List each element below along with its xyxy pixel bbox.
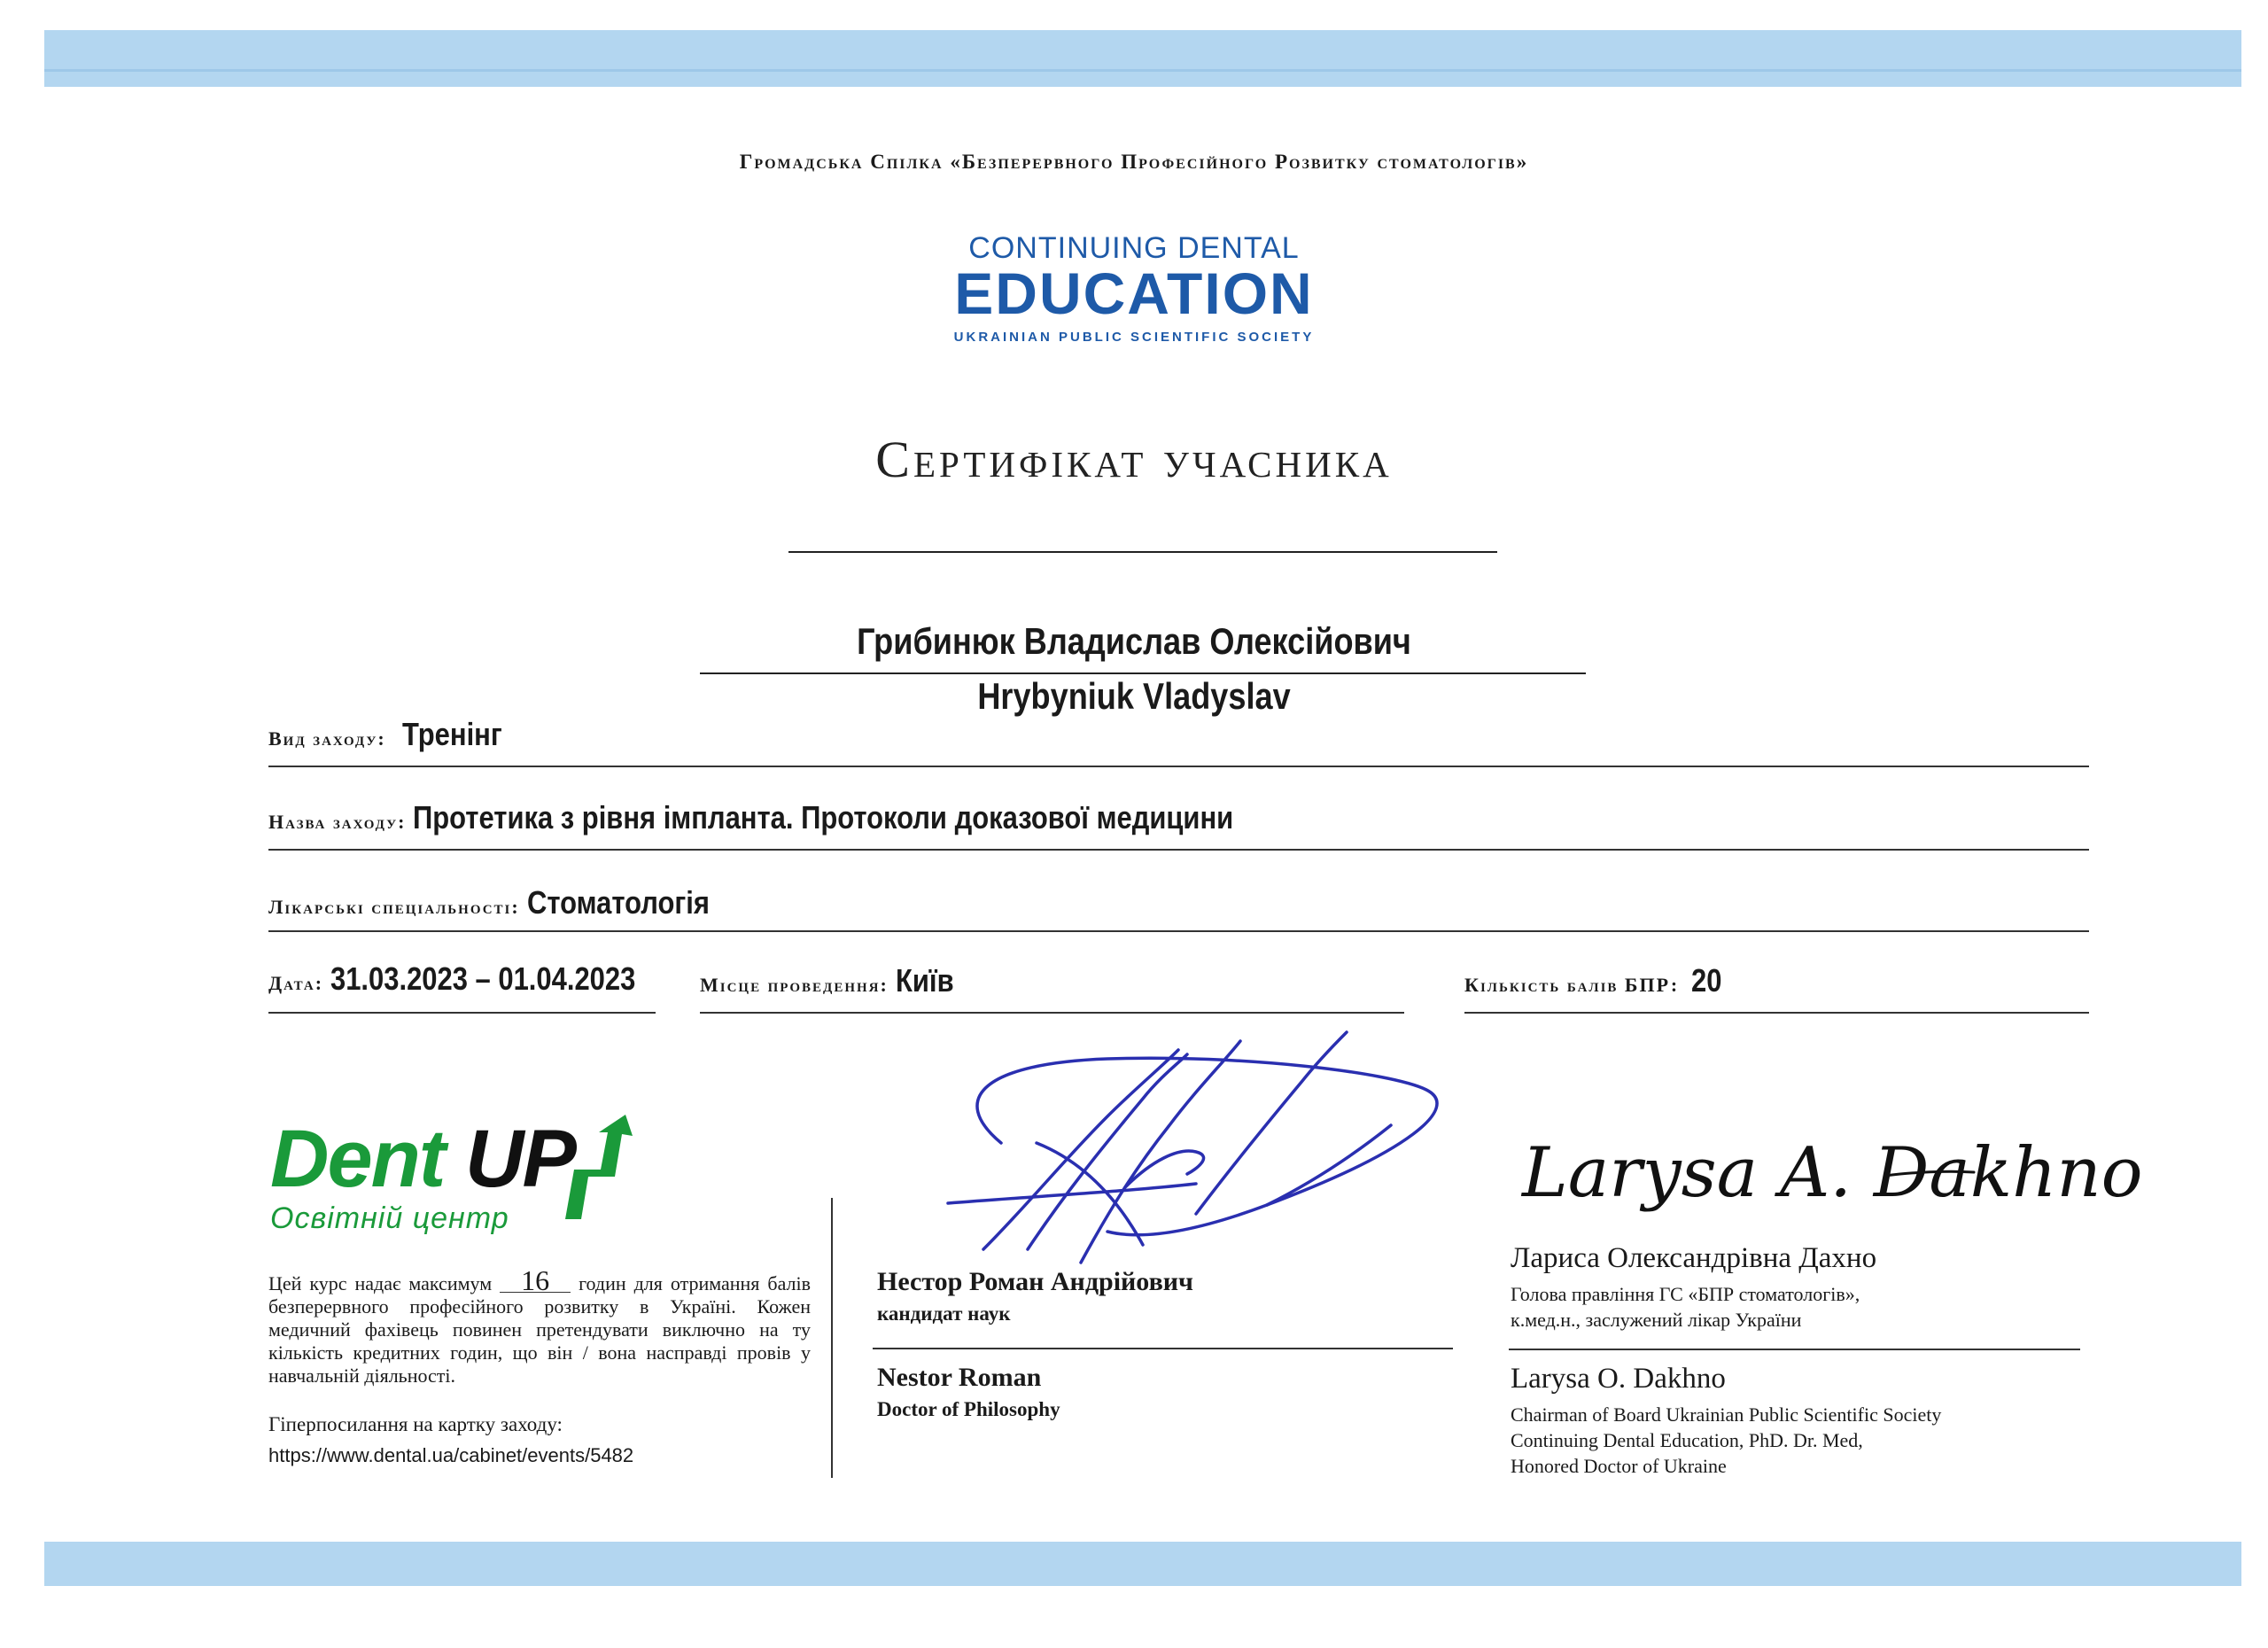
- course-note: [268, 1264, 812, 1388]
- signature-nestor-image: [930, 1028, 1444, 1294]
- specialties-rule: [268, 930, 2089, 932]
- certificate-title: Сертифікат учасника: [875, 431, 1393, 488]
- dentup-subtitle: Освітній центр: [270, 1201, 509, 1235]
- event-type-row: [268, 716, 518, 753]
- event-type-value: Тренінг: [401, 716, 502, 752]
- event-name-row: [268, 799, 1367, 836]
- signatory1-name-ua: Нестор Роман Андрійович: [877, 1267, 1193, 1296]
- date-row: [268, 960, 685, 998]
- top-decorative-band: [44, 30, 2241, 87]
- cde-logo-line2: EDUCATION: [954, 260, 1314, 326]
- signatory2-title-ua-2: к.мед.н., заслужений лікар України: [1511, 1309, 1802, 1331]
- signatory1-title-ua: кандидат наук: [877, 1302, 1011, 1325]
- course-note-after: годин для отримання балів безперервного професійного розвитку в Україні. Кожен медичний фахівець повинен претендувати виключно на ту кількість кредитних годин, що він / вона насправді провів у навчальній діяльності.: [268, 1272, 812, 1387]
- specialties-label: Лікарські спеціальності:: [268, 896, 520, 918]
- points-value: 20: [1691, 962, 1722, 999]
- bottom-decorative-band: [44, 1542, 2241, 1586]
- participant-name-ua: Грибинюк Владислав Олексійович: [857, 620, 1411, 662]
- signatory2-title-ua-1: Голова правління ГС «БПР стоматологів»,: [1511, 1283, 1860, 1305]
- event-name-value: Протетика з рівня імпланта. Протоколи доказової медицини: [413, 799, 1234, 836]
- organization-name: Громадська Спілка «Безперервного Професійного Розвитку стоматологів»: [739, 151, 1529, 173]
- location-rule: [700, 1012, 1404, 1014]
- signatory1-title-en: Doctor of Philosophy: [877, 1398, 1060, 1420]
- signatory2-title-en-3: Honored Doctor of Ukraine: [1511, 1455, 1727, 1477]
- signature-dakhno-text: Larysa A. Dakhno: [1522, 1133, 2143, 1213]
- points-row: [1464, 962, 1727, 999]
- points-rule: [1464, 1012, 2089, 1014]
- cde-logo: [921, 232, 1347, 345]
- signatory2-name-en: Larysa O. Dakhno: [1511, 1363, 1726, 1395]
- date-label: Дата:: [268, 972, 324, 994]
- signatory1-rule: [873, 1348, 1453, 1349]
- dentup-arrow-icon: [558, 1115, 647, 1221]
- title-divider: [788, 551, 1497, 553]
- location-row: [700, 962, 963, 999]
- dentup-word-up: UP: [465, 1114, 575, 1204]
- specialties-row: [268, 884, 739, 921]
- course-hours-value: 16: [500, 1269, 571, 1293]
- participant-name-en: Hrybyniuk Vladyslav: [977, 675, 1291, 717]
- event-name-rule: [268, 849, 2089, 851]
- signatory2-rule: [1509, 1349, 2080, 1350]
- location-label: Місце проведення:: [700, 974, 889, 996]
- signatory1-name-en: Nestor Roman: [877, 1363, 1042, 1392]
- name-divider: [700, 672, 1586, 674]
- signatory2-name-ua: Лариса Олександрівна Дахно: [1511, 1242, 1877, 1274]
- event-link-url[interactable]: https://www.dental.ua/cabinet/events/5482: [268, 1444, 634, 1466]
- course-note-before: Цей курс надає максимум: [268, 1272, 493, 1294]
- signature-dakhno-image: [1513, 1112, 2143, 1227]
- cde-logo-line1: CONTINUING DENTAL: [968, 231, 1300, 265]
- event-link-label: Гіперпосилання на картку заходу:: [268, 1413, 563, 1435]
- signatory2-title-en-1: Chairman of Board Ukrainian Public Scientific Society: [1511, 1403, 1942, 1426]
- event-name-label: Назва заходу:: [268, 811, 407, 833]
- date-rule: [268, 1012, 656, 1014]
- dentup-word-dent: Dent: [270, 1114, 465, 1204]
- cde-logo-line3: UKRAINIAN PUBLIC SCIENTIFIC SOCIETY: [953, 330, 1315, 345]
- vertical-divider: [831, 1198, 833, 1478]
- signatory2-title-en-2: Continuing Dental Education, PhD. Dr. Med,: [1511, 1429, 1863, 1451]
- specialties-value: Стоматологія: [526, 884, 710, 921]
- date-value: 31.03.2023 – 01.04.2023: [330, 960, 636, 997]
- event-type-rule: [268, 766, 2089, 767]
- event-type-label: Вид заходу:: [268, 727, 386, 750]
- points-label: Кількість балів БПР:: [1464, 974, 1680, 996]
- location-value: Київ: [895, 962, 954, 999]
